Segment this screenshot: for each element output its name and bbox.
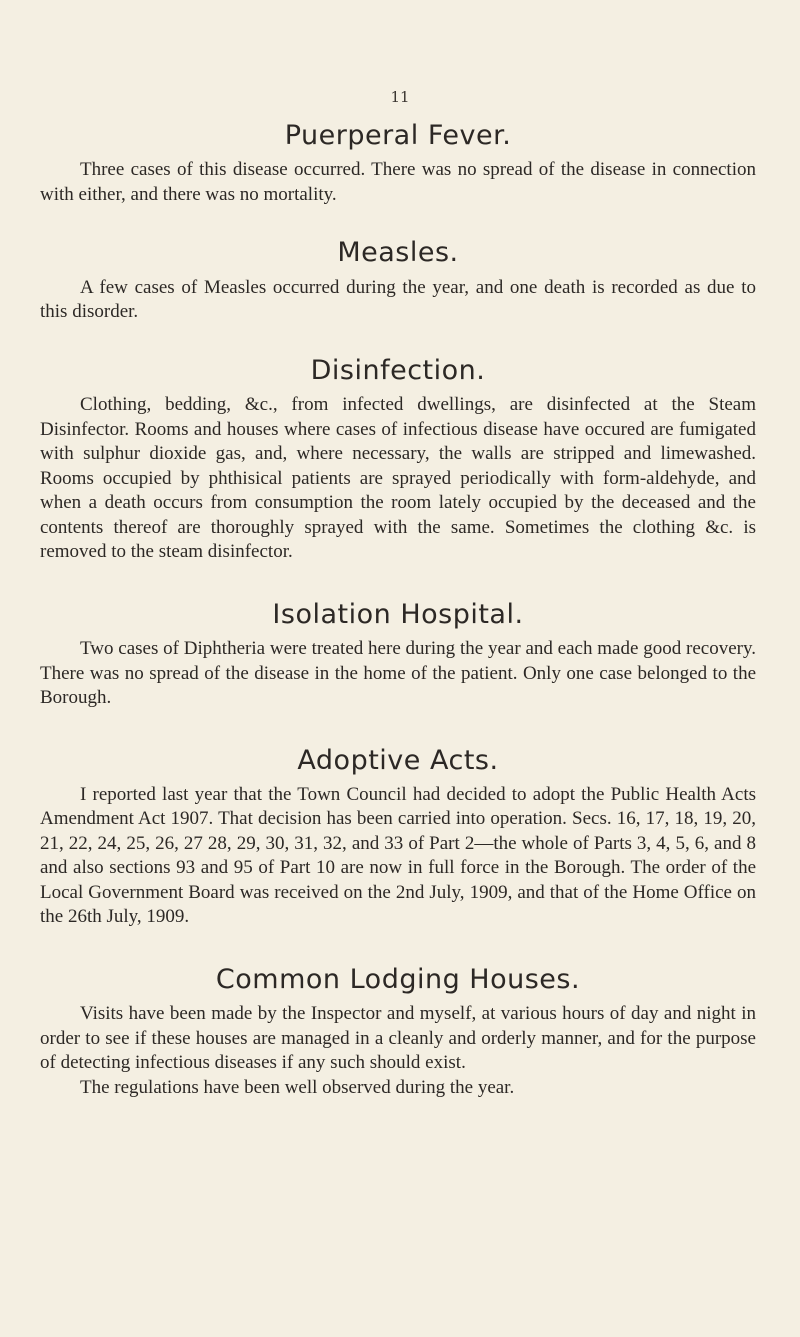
page-content	[40, 120, 756, 1100]
section-heading: Puerperal Fever.	[284, 120, 512, 151]
section-paragraph: Three cases of this disease occurred. There was no spread of the disease in connection with either, and there was no mortality.	[40, 159, 756, 205]
section-heading: Disinfection.	[310, 354, 486, 386]
section-isolation-hospital	[40, 599, 756, 711]
page-number: 11	[390, 88, 410, 106]
section-heading: Isolation Hospital.	[272, 598, 524, 630]
section-paragraph: The regulations have been well observed during the year.	[80, 1076, 515, 1098]
section-paragraph: Clothing, bedding, &c., from infected dwellings, are disinfected at the Steam Disinfector. Rooms and houses where cases of infectious disease have occured are fumigated with sulphur dioxide gas, and, where necessary, the walls are stripped and limewashed. Rooms occupied by phthisical patients are sprayed periodically with form-aldehyde, and when a death occurs from consumption the room lately occupied by the deceased and the contents thereof are thoroughly sprayed with the same. Sometimes the clothing &c. is removed to the steam disinfector.	[40, 394, 756, 563]
section-heading: Measles.	[337, 237, 459, 269]
section-paragraph: I reported last year that the Town Council had decided to adopt the Public Health Acts Amendment Act 1907. That decision has been carried into operation. Secs. 16, 17, 18, 19, 20, 21, 22, 24, 25, 26, 27 28, 29, 30, 31, 32, and 33 of Part 2—the whole of Parts 3, 4, 5, 6, and 8 and also sections 93 and 95 of Part 10 are now in full force in the Borough. The order of the Local Government Board was received on the 2nd July, 1909, and that of the Home Office on the 26th July, 1909.	[40, 783, 756, 928]
section-paragraph: Two cases of Diphtheria were treated here during the year and each made good recovery. There was no spread of the disease in the home of the patient. Only one case belonged to the Borough.	[40, 638, 756, 709]
section-disinfection	[40, 355, 756, 565]
section-heading: Adoptive Acts.	[297, 744, 499, 776]
section-puerperal-fever	[40, 120, 756, 207]
section-paragraph: Visits have been made by the Inspector and myself, at various hours of day and night in order to see if these houses are managed in a cleanly and orderly manner, and for the purpose of detecting infectious diseases if any such should exist.	[40, 1003, 756, 1074]
section-heading: Common Lodging Houses.	[215, 963, 581, 995]
section-adoptive-acts	[40, 745, 756, 930]
section-paragraph: A few cases of Measles occurred during the year, and one death is recorded as due to this disorder.	[40, 276, 756, 323]
section-common-lodging-houses	[40, 964, 756, 1100]
section-measles	[40, 237, 756, 324]
